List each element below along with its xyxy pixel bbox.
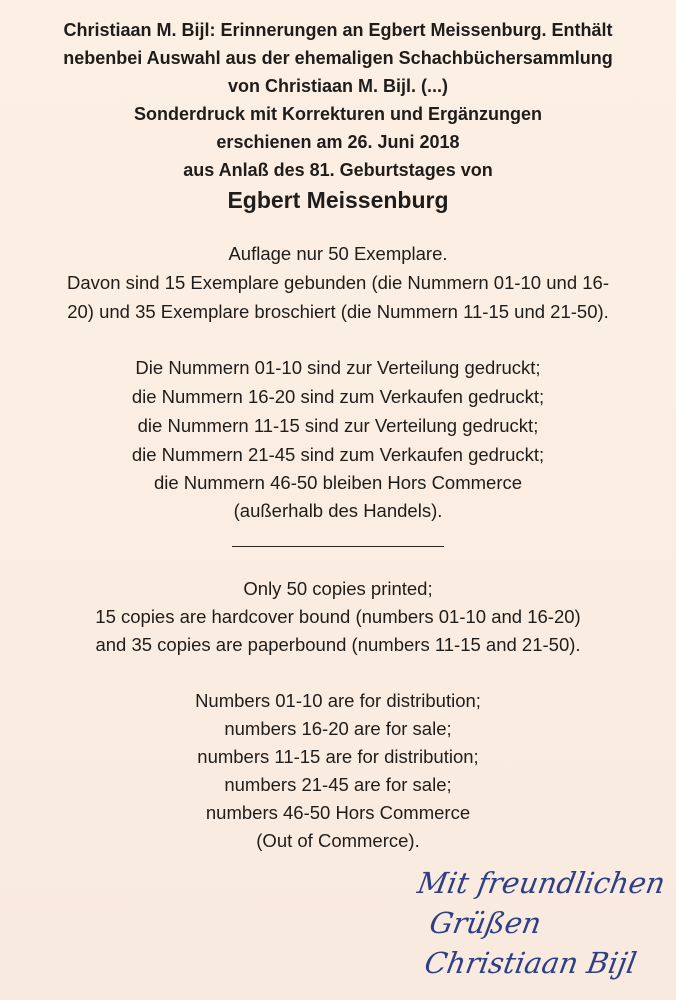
de-edition-line-1: Auflage nur 50 Exemplare. bbox=[228, 243, 448, 264]
de-numbers-line-3: die Nummern 11-15 sind zur Verteilung gedruckt; bbox=[137, 415, 539, 436]
en-edition-line-1: Only 50 copies printed; bbox=[243, 578, 433, 599]
en-numbers-line-6: (Out of Commerce). bbox=[256, 830, 420, 851]
en-numbers-line-5: numbers 46-50 Hors Commerce bbox=[205, 802, 471, 823]
header-line-6: aus Anlaß des 81. Geburtstages von bbox=[183, 160, 493, 180]
de-edition-line-2: Davon sind 15 Exemplare gebunden (die Nummern 01-10 und 16- bbox=[67, 272, 609, 293]
de-edition-line-3: 20) und 35 Exemplare broschiert (die Nummern 11-15 und 21-50). bbox=[67, 301, 609, 322]
en-edition-line-2: 15 copies are hardcover bound (numbers 01-10 and 16-20) bbox=[95, 606, 581, 627]
inscription-signature: Christiaan Bijl bbox=[422, 946, 640, 980]
de-numbers-line-1: Die Nummern 01-10 sind zur Verteilung gedruckt; bbox=[135, 357, 541, 378]
inscription-line-1: Mit freundlichen bbox=[415, 866, 668, 900]
header-line-2: nebenbei Auswahl aus der ehemaligen Schachbüchersammlung bbox=[63, 48, 613, 68]
en-numbers-line-2: numbers 16-20 are for sale; bbox=[224, 718, 452, 739]
inscription-line-2: Grüßen bbox=[427, 906, 544, 940]
header-line-4: Sonderdruck mit Korrekturen und Ergänzungen bbox=[133, 104, 543, 124]
header-line-5: erschienen am 26. Juni 2018 bbox=[216, 132, 460, 152]
en-edition-line-3: and 35 copies are paperbound (numbers 11-15 and 21-50). bbox=[95, 634, 581, 655]
section-divider bbox=[232, 546, 444, 547]
en-numbers-line-4: numbers 21-45 are for sale; bbox=[224, 774, 452, 795]
en-numbers-line-1: Numbers 01-10 are for distribution; bbox=[195, 690, 481, 711]
honoree-name: Egbert Meissenburg bbox=[227, 187, 449, 213]
header-line-1: Christiaan M. Bijl: Erinnerungen an Egbert Meissenburg. Enthält bbox=[63, 20, 613, 40]
header-line-3: von Christiaan M. Bijl. (...) bbox=[227, 76, 449, 96]
de-numbers-line-6: (außerhalb des Handels). bbox=[233, 500, 443, 521]
de-numbers-line-4: die Nummern 21-45 sind zum Verkaufen gedruckt; bbox=[131, 444, 545, 465]
en-numbers-line-3: numbers 11-15 are for distribution; bbox=[197, 746, 479, 767]
de-numbers-line-2: die Nummern 16-20 sind zum Verkaufen gedruckt; bbox=[131, 386, 545, 407]
de-numbers-line-5: die Nummern 46-50 bleiben Hors Commerce bbox=[153, 472, 523, 493]
